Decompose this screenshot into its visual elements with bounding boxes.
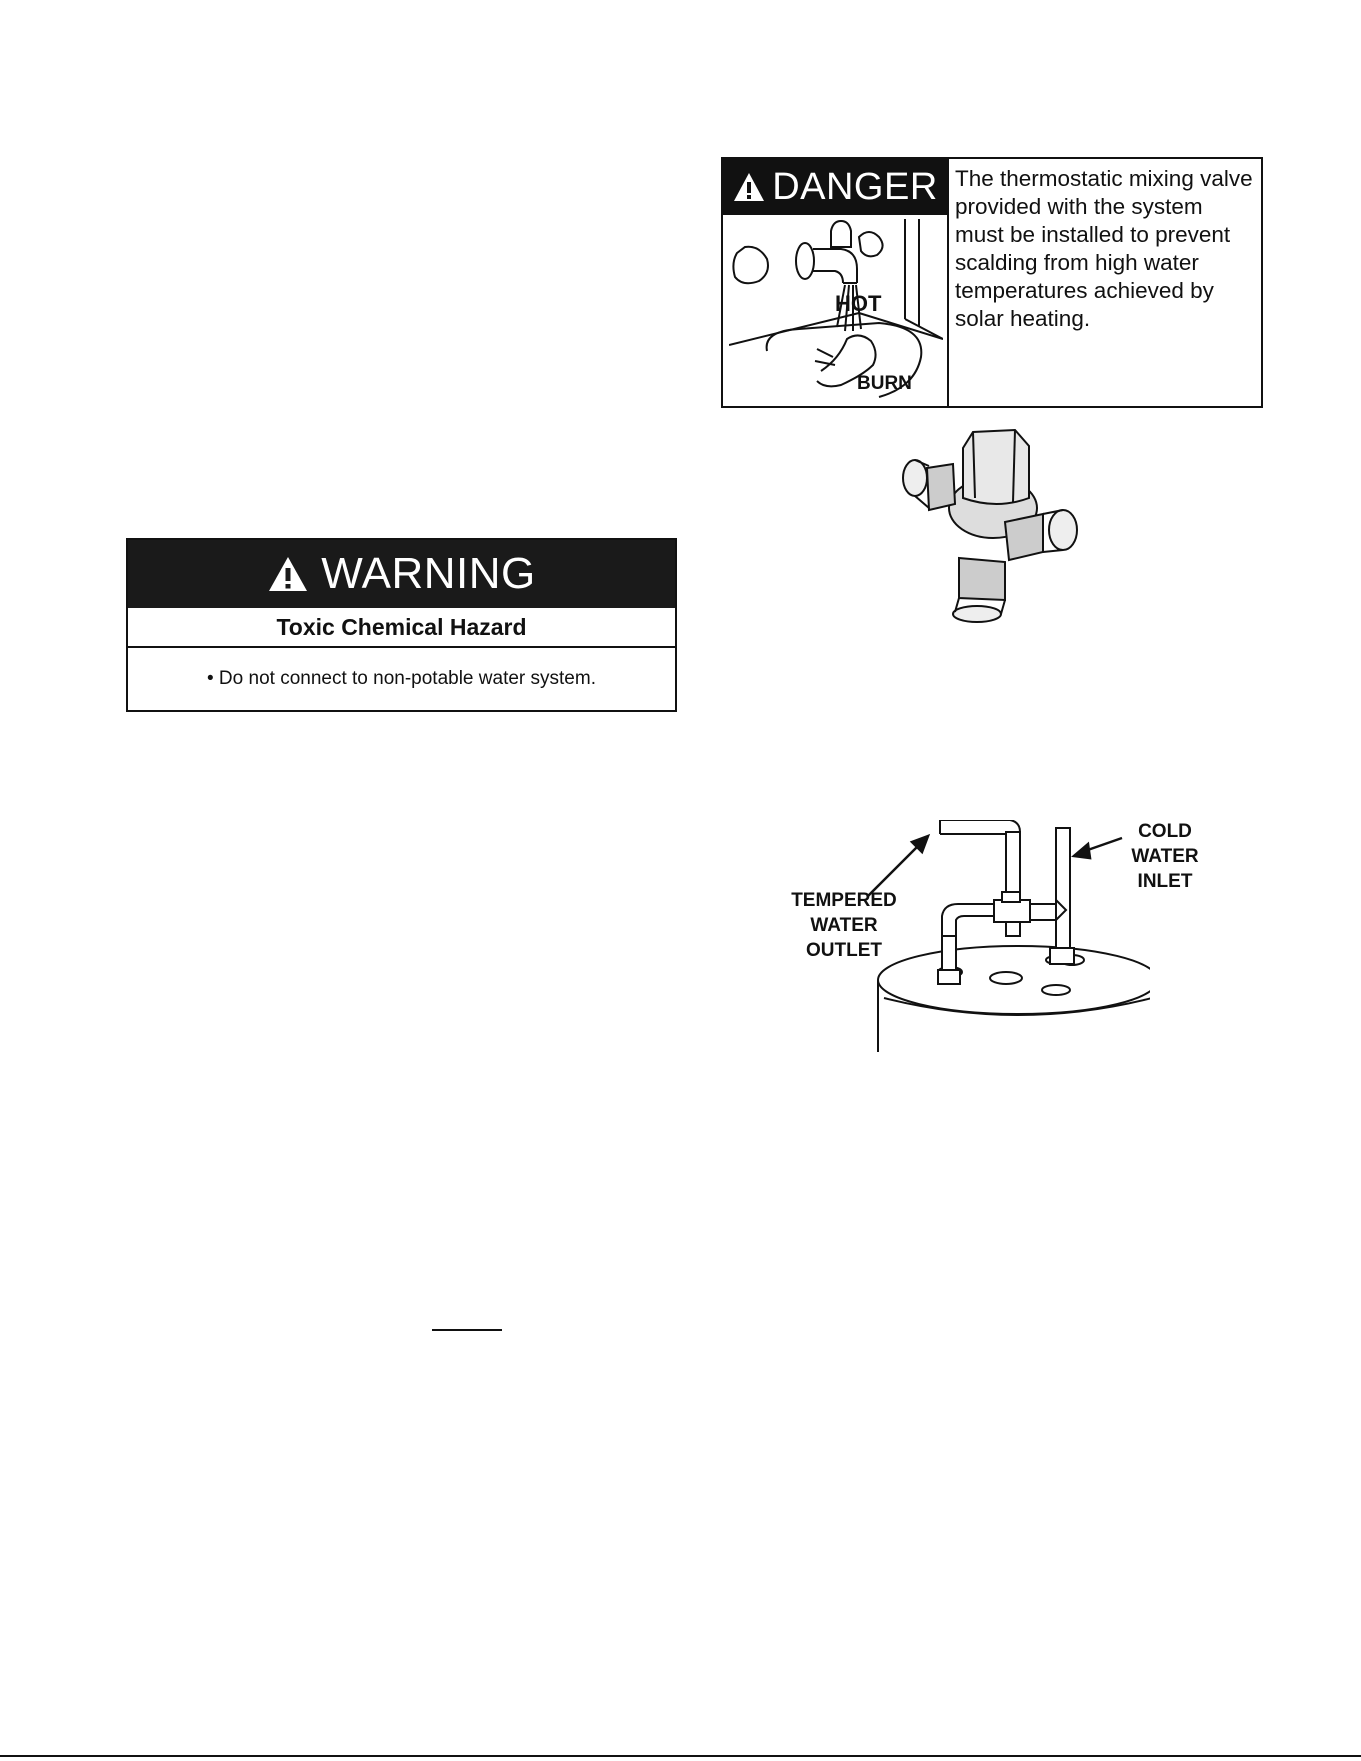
warning-triangle-icon [267, 555, 309, 593]
danger-signal-word: DANGER [772, 165, 938, 208]
danger-message: The thermostatic mixing valve provided with the system must be installed to prevent scalding from high water temperatures achieved by solar heating. [955, 166, 1253, 331]
underline-rule [432, 1329, 502, 1331]
hot-text: HOT [835, 291, 882, 316]
danger-header [723, 159, 947, 215]
warning-triangle-icon [732, 171, 766, 203]
warning-subtitle: Toxic Chemical Hazard [128, 608, 675, 648]
danger-label [721, 157, 1263, 408]
cold-water-inlet-label: COLD WATER INLET [1131, 821, 1199, 892]
scald-hazard-illustration [729, 219, 943, 403]
warning-label [126, 538, 677, 712]
warning-signal-word: WARNING [321, 549, 536, 598]
burn-text: BURN [857, 373, 912, 394]
danger-divider [947, 159, 949, 406]
mixing-valve-icon [893, 428, 1093, 628]
warning-header [128, 540, 675, 608]
warning-bullet: • Do not connect to non-potable water system. [207, 668, 596, 689]
tempered-water-outlet-label: TEMPERED WATER OUTLET [791, 890, 897, 961]
page-footer-rule [0, 1755, 1361, 1757]
